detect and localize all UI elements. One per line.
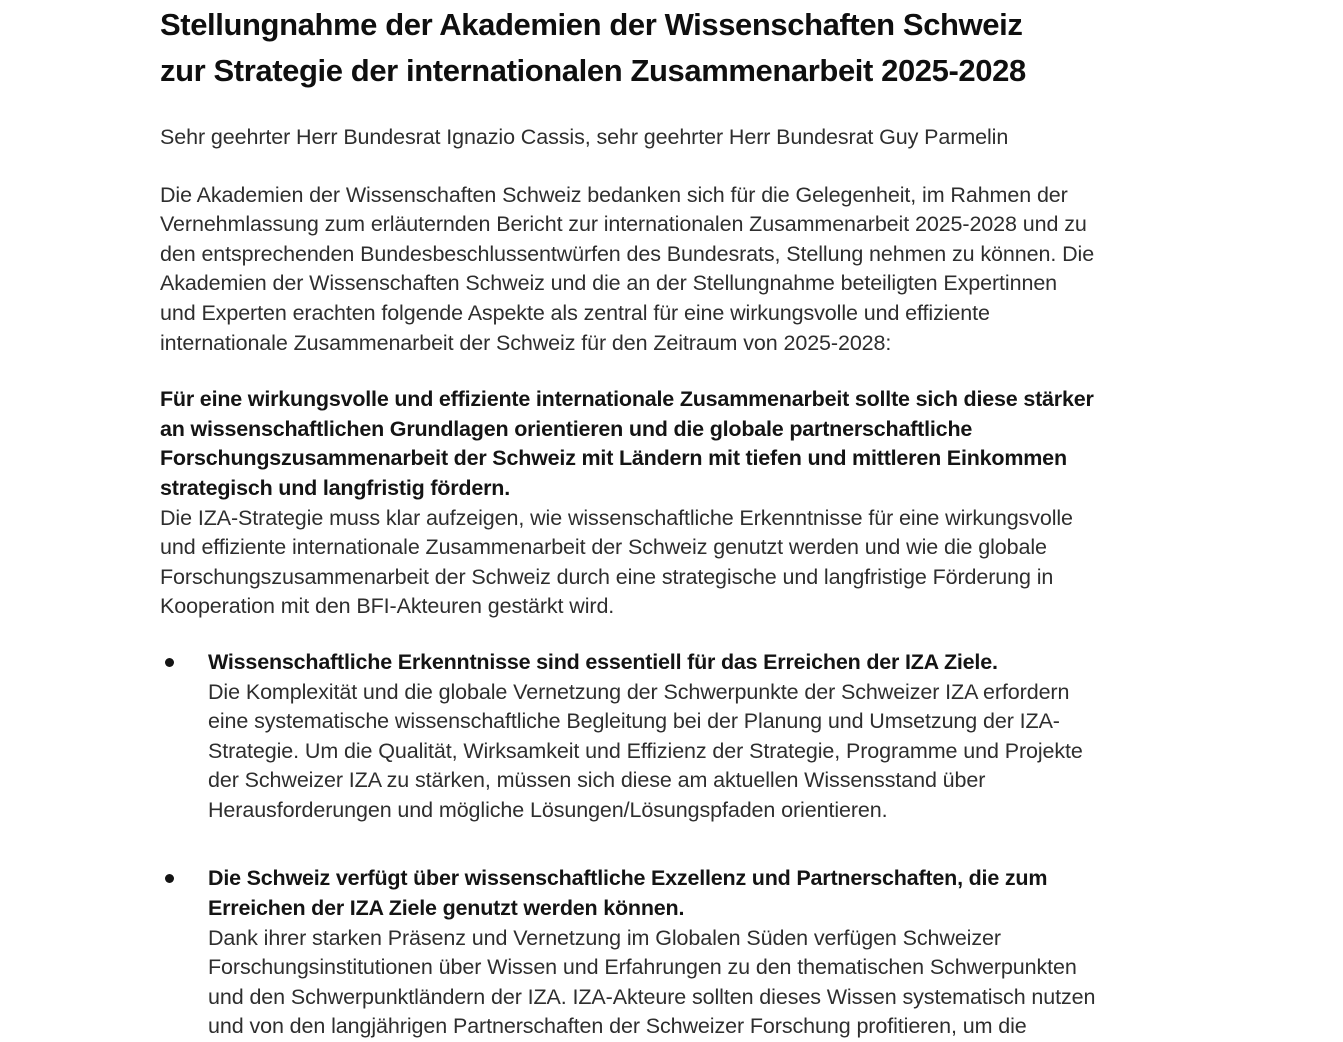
key-statement-body (160, 504, 1343, 622)
bullet-content (208, 864, 1343, 1042)
text-line: Akademien der Wissenschaften Schweiz und die an der Stellungnahme beteiligten Expertinnen (160, 271, 1058, 296)
text-line: Vernehmlassung zum erläuternden Bericht zur internationalen Zusammenarbeit 2025-2028 und zu (160, 212, 1087, 237)
text-line: der Schweizer IZA zu stärken, müssen sich diese am aktuellen Wissensstand über (208, 768, 986, 793)
text-line: Strategie. Um die Qualität, Wirksamkeit und Effizienz der Strategie, Programme und Projekte (208, 738, 1083, 763)
text-line: an wissenschaftlichen Grundlagen orientieren und die globale partnerschaftliche (160, 416, 973, 441)
text-line: Für eine wirkungsvolle und effiziente internationale Zusammenarbeit sollte sich diese stärker (160, 387, 1094, 412)
text-line: und von den langjährigen Partnerschaften der Schweizer Forschung profitieren, um die (208, 1014, 1027, 1039)
text-line: Sehr geehrter Herr Bundesrat Ignazio Cassis, sehr geehrter Herr Bundesrat Guy Parmelin (160, 125, 1009, 149)
text-line: Die Akademien der Wissenschaften Schweiz bedanken sich für die Gelegenheit, im Rahmen der (160, 182, 1068, 207)
text-line: Dank ihrer starken Präsenz und Vernetzung im Globalen Süden verfügen Schweizer (208, 925, 1001, 950)
text-line: Forschungsinstitutionen über Wissen und Erfahrungen zu den thematischen Schwerpunkten (208, 955, 1077, 980)
text-line: Erreichen der IZA Ziele genutzt werden können. (208, 896, 685, 921)
bullet-icon (160, 864, 208, 1042)
key-statement-bold (160, 385, 1343, 503)
text-line: internationale Zusammenarbeit der Schweiz für den Zeitraum von 2025-2028: (160, 330, 892, 355)
text-line: Kooperation mit den BFI-Akteuren gestärkt wird. (160, 594, 615, 619)
document-page (0, 2, 1343, 1039)
text-line: und Experten erachten folgende Aspekte als zentral für eine wirkungsvolle und effiziente (160, 300, 990, 325)
bullet-icon (160, 648, 208, 826)
bullet-body (208, 924, 1343, 1042)
text-line: Herausforderungen und mögliche Lösungen/Lösungspfaden orientieren. (208, 797, 888, 822)
title-line: zur Strategie der internationalen Zusammenarbeit 2025-2028 (160, 53, 1026, 88)
document-title (160, 2, 1343, 94)
text-line: strategisch und langfristig fördern. (160, 475, 510, 500)
text-line: Forschungszusammenarbeit der Schweiz mit Ländern mit tiefen und mittleren Einkommen (160, 446, 1067, 471)
text-line: Die IZA-Strategie muss klar aufzeigen, wie wissenschaftliche Erkenntnisse für eine wirkungsvolle (160, 505, 1073, 530)
text-line: Die Schweiz verfügt über wissenschaftliche Exzellenz und Partnerschaften, die zum (208, 866, 1048, 891)
document-blocks (160, 123, 1343, 1042)
text-line: und effiziente internationale Zusammenarbeit der Schweiz genutzt werden und wie die globale (160, 535, 1047, 560)
bullet-body (208, 678, 1343, 826)
bullet-header (208, 864, 1343, 923)
bullet-content (208, 648, 1343, 826)
text-line: und den Schwerpunktländern der IZA. IZA-Akteure sollten dieses Wissen systematisch nutzen (208, 984, 1096, 1009)
bullet-swiss-excellence (160, 864, 1343, 1042)
salutation (160, 123, 1343, 153)
title-line: Stellungnahme der Akademien der Wissenschaften Schweiz (160, 7, 1023, 42)
text-line: Forschungszusammenarbeit der Schweiz durch eine strategische und langfristige Förderung in (160, 564, 1054, 589)
bullet-header (208, 648, 1343, 678)
text-line: eine systematische wissenschaftliche Begleitung bei der Planung und Umsetzung der IZA- (208, 709, 1060, 734)
bullet-scientific-findings (160, 648, 1343, 826)
text-line: Wissenschaftliche Erkenntnisse sind essentiell für das Erreichen der IZA Ziele. (208, 649, 998, 674)
text-line: den entsprechenden Bundesbeschlussentwürfen des Bundesrats, Stellung nehmen zu können. Die (160, 241, 1095, 266)
text-line: Die Komplexität und die globale Vernetzung der Schwerpunkte der Schweizer IZA erfordern (208, 679, 1070, 704)
intro-paragraph (160, 181, 1343, 359)
